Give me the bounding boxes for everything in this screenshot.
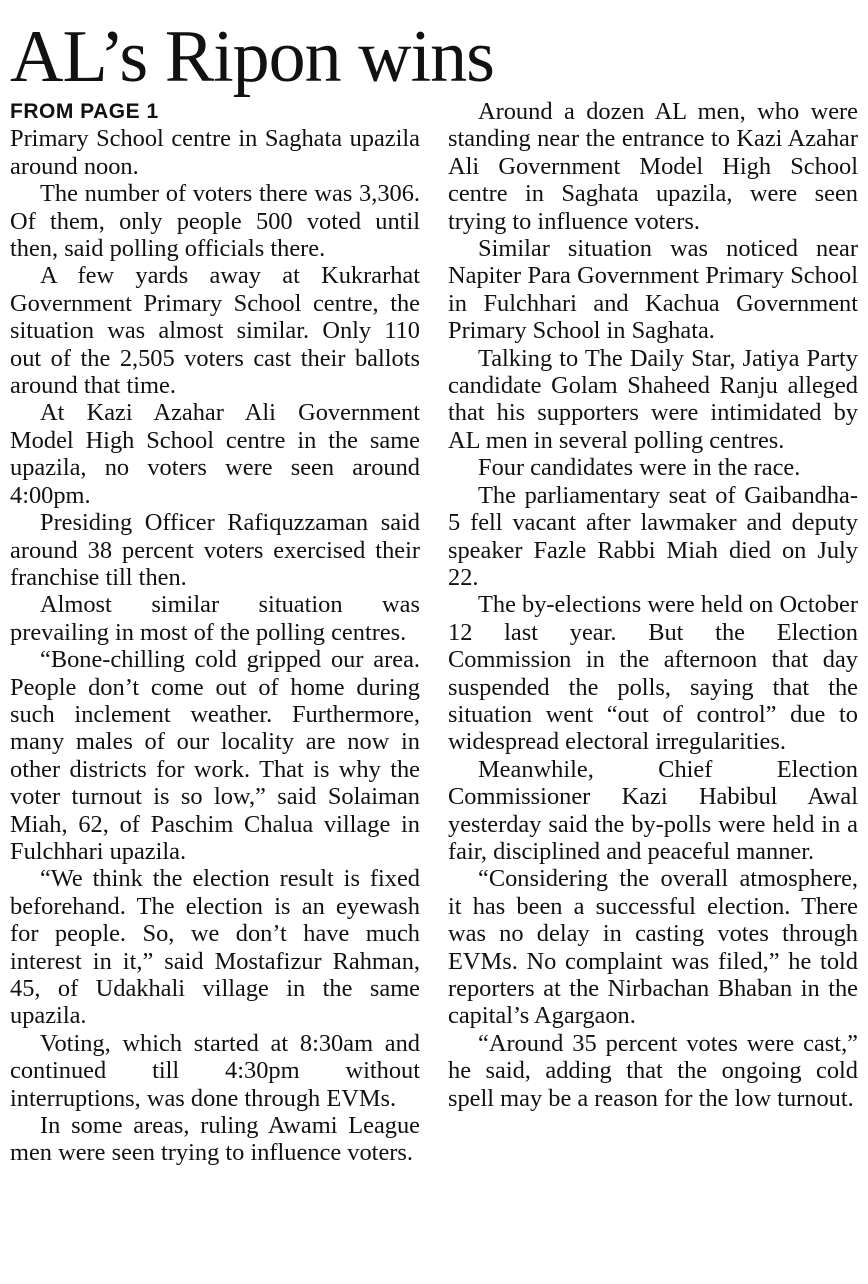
paragraph: The parliamentary seat of Gaibandha-5 fell vacant after lawmaker and deputy speaker Fazle Rabbi Miah died on July 22. xyxy=(448,481,858,591)
paragraph: The number of voters there was 3,306. Of them, only people 500 voted until then, said polling officials there. xyxy=(10,180,420,263)
paragraph: “Bone-chilling cold gripped our area. People don’t come out of home during such inclement weather. Furthermore, many males of our locality are now in other districts for work. That is why the voter turnout is so low,” said Solaiman Miah, 62, of Paschim Chalua village in Fulchhari upazila. xyxy=(10,646,420,865)
paragraph: Primary School centre in Saghata upazila around noon. xyxy=(10,125,420,180)
paragraph: “Considering the overall atmosphere, it has been a successful election. There was no delay in casting votes through EVMs. No complaint was filed,” he told reporters at the Nirbachan Bhaban in the capital’s Agargaon. xyxy=(448,865,858,1030)
paragraph: A few yards away at Kukrarhat Government Primary School centre, the situation was almost similar. Only 110 out of the 2,505 voters cast their ballots around that time. xyxy=(10,262,420,400)
article-column-left xyxy=(10,98,420,1167)
paragraph: Presiding Officer Rafiquzzaman said around 38 percent voters exercised their franchise till then. xyxy=(10,509,420,591)
paragraph: “We think the election result is fixed beforehand. The election is an eyewash for people. So, we don’t have much interest in it,” said Mostafizur Rahman, 45, of Udakhali village in the same upazila. xyxy=(10,865,420,1030)
paragraph: “Around 35 percent votes were cast,” he said, adding that the ongoing cold spell may be a reason for the low turnout. xyxy=(448,1029,858,1112)
paragraph: At Kazi Azahar Ali Government Model High School centre in the same upazila, no voters were seen around 4:00pm. xyxy=(10,399,420,509)
paragraph: Voting, which started at 8:30am and continued till 4:30pm without interruptions, was done through EVMs. xyxy=(10,1029,420,1112)
paragraph: Almost similar situation was prevailing in most of the polling centres. xyxy=(10,591,420,646)
paragraph: Talking to The Daily Star, Jatiya Party candidate Golam Shaheed Ranju alleged that his supporters were intimidated by AL men in several polling centres. xyxy=(448,344,858,454)
paragraph: Around a dozen AL men, who were standing near the entrance to Kazi Azahar Ali Government Model High School centre in Saghata upazila, were seen trying to influence voters. xyxy=(448,98,858,235)
paragraph: The by-elections were held on October 12 last year. But the Election Commission in the afternoon that day suspended the polls, saying that the situation went “out of control” due to widespread electoral irregularities. xyxy=(448,591,858,756)
paragraph: Meanwhile, Chief Election Commissioner Kazi Habibul Awal yesterday said the by-polls were held in a fair, disciplined and peaceful manner. xyxy=(448,755,858,865)
headline: AL’s Ripon wins xyxy=(10,16,494,98)
continuation-kicker: FROM PAGE 1 xyxy=(10,100,159,123)
paragraph: In some areas, ruling Awami League men were seen trying to influence voters. xyxy=(10,1112,420,1167)
paragraph: Similar situation was noticed near Napiter Para Government Primary School in Fulchhari and Kachua Government Primary School in Saghata. xyxy=(448,235,858,345)
paragraph: Four candidates were in the race. xyxy=(478,454,801,482)
article-column-right xyxy=(448,98,858,1112)
